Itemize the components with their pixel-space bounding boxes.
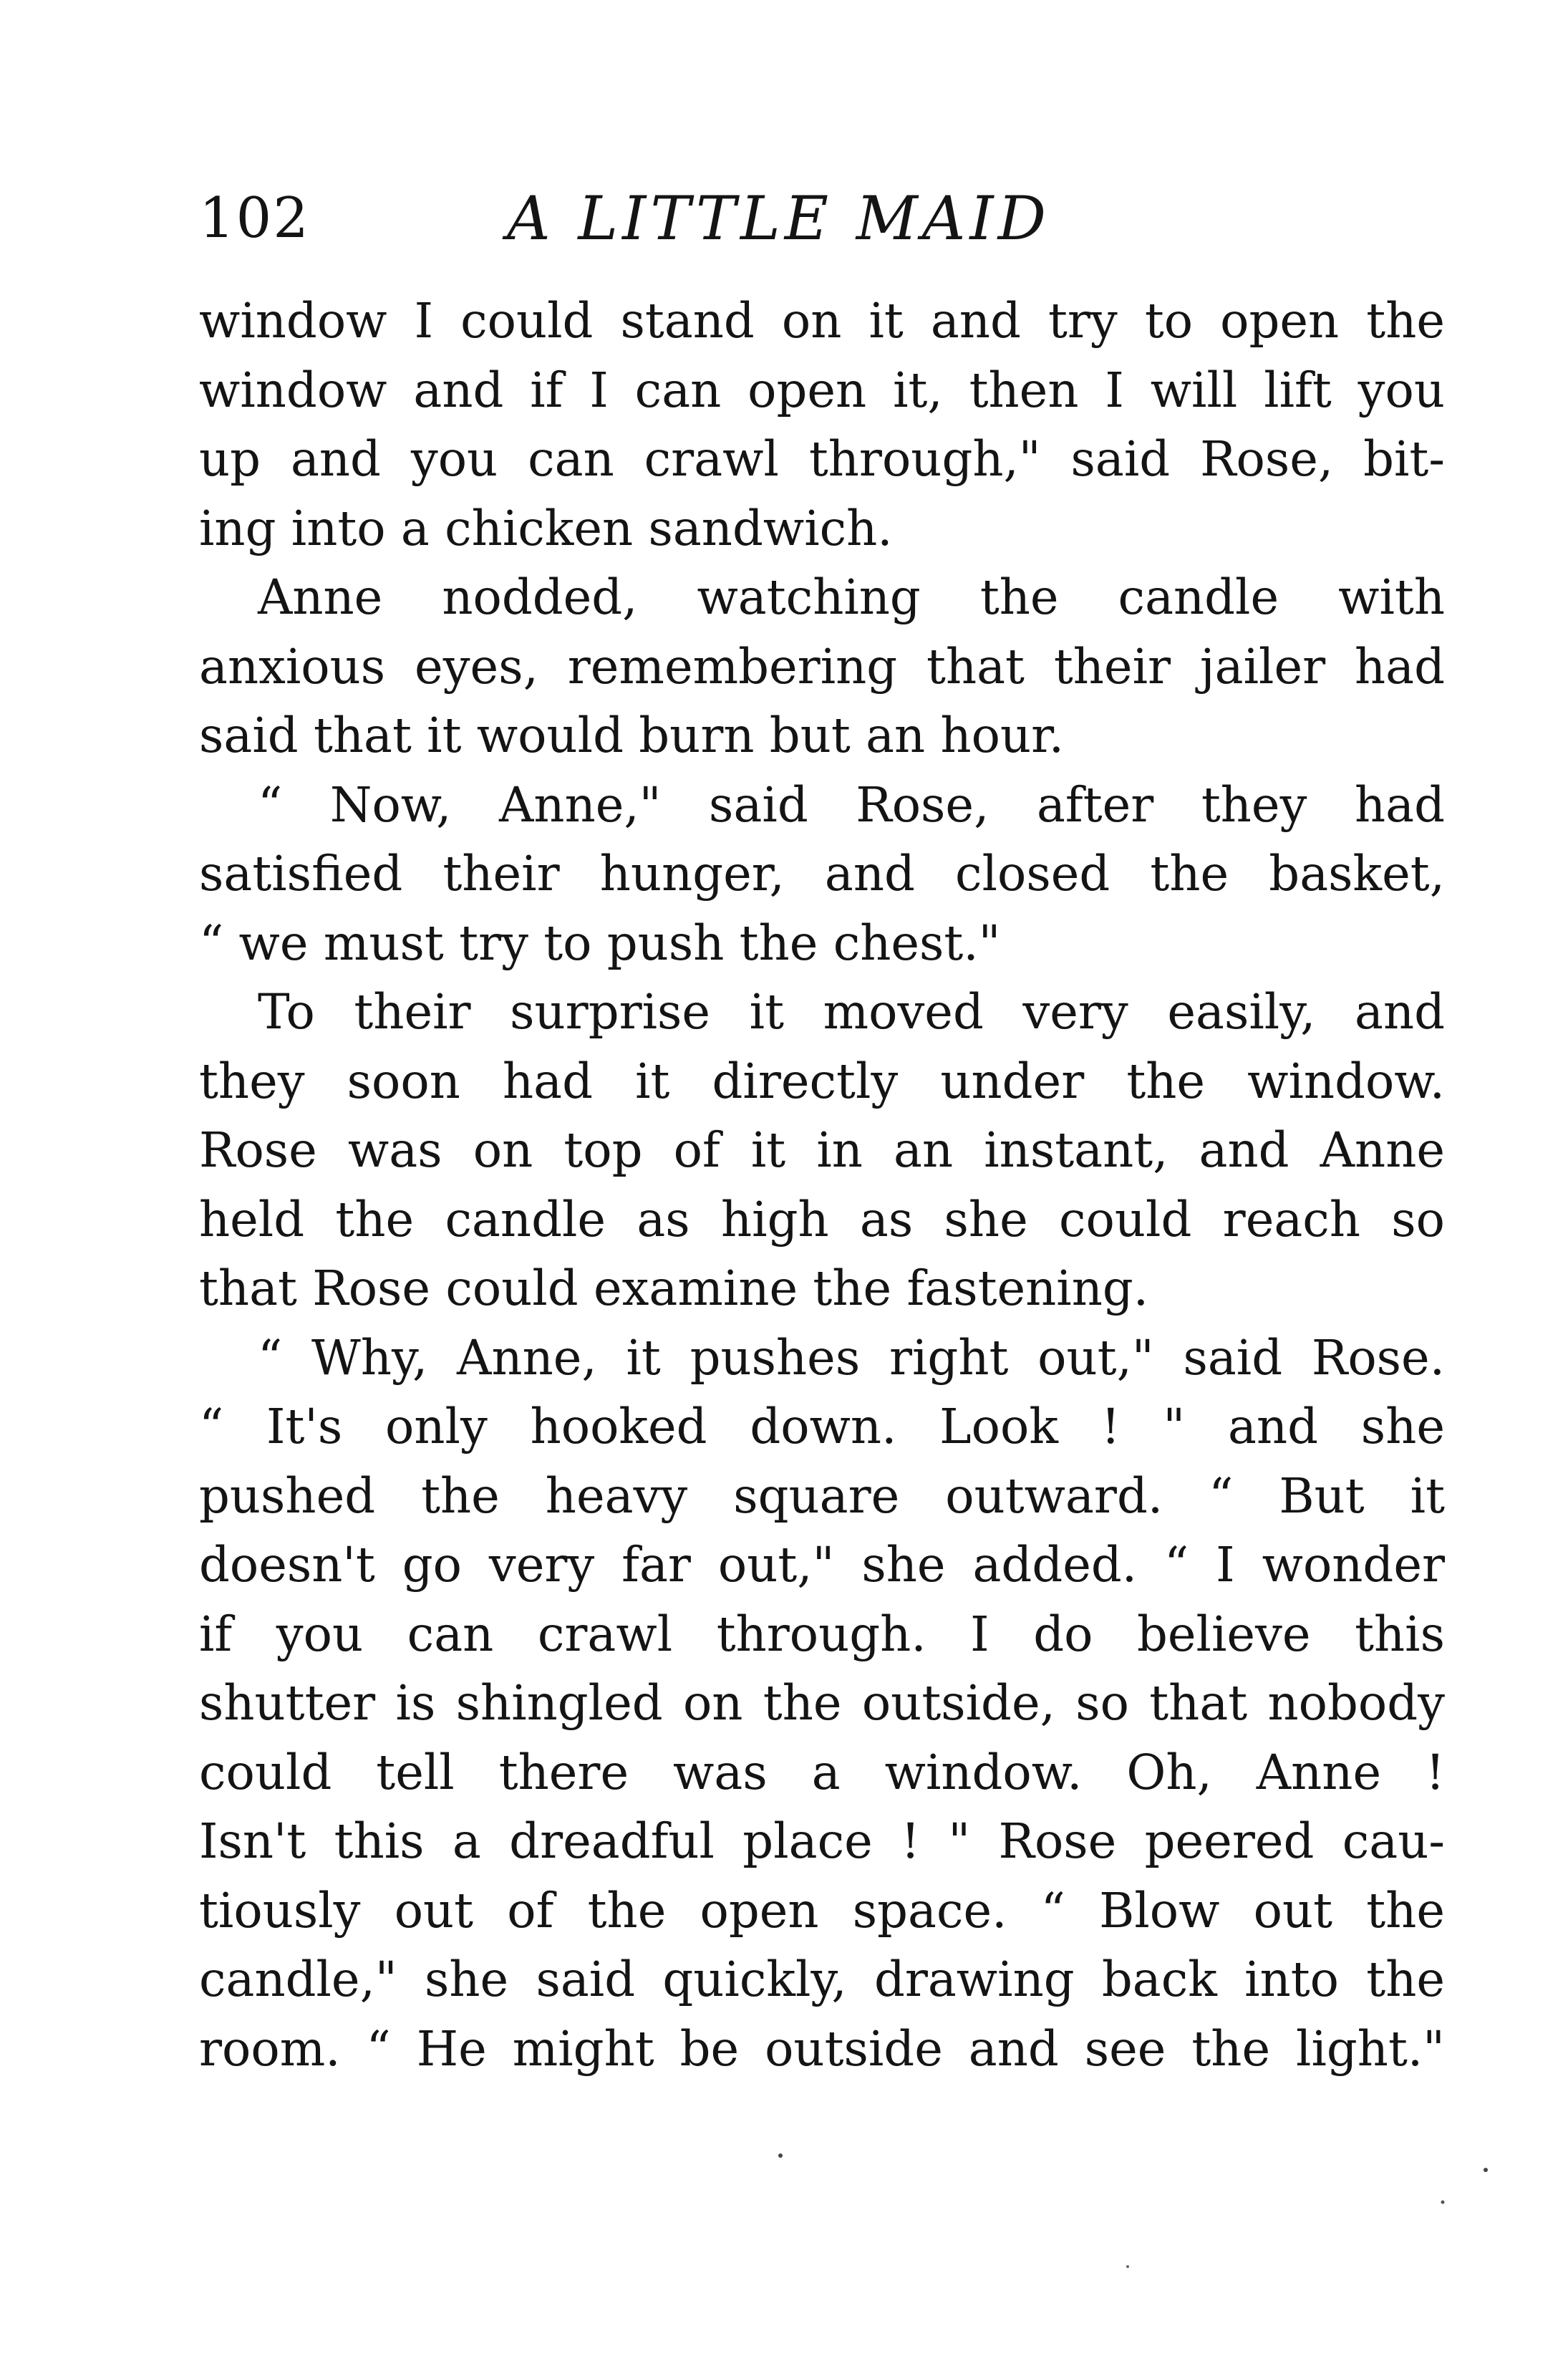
text-line: room. “ He might be outside and see the light." xyxy=(199,2020,1445,2077)
text-line: Rose was on top of it in an instant, and Anne xyxy=(199,1122,1445,1178)
text-line: “ It's only hooked down. Look ! " and she xyxy=(199,1399,1445,1454)
text-line: candle," she said quickly, drawing back into the xyxy=(199,1951,1445,2007)
text-line: shutter is shingled on the outside, so that nobody xyxy=(199,1675,1445,1731)
text-line: anxious eyes, remembering that their jailer had xyxy=(199,638,1445,695)
text-line: pushed the heavy square outward. “ But it xyxy=(199,1467,1445,1524)
text-line: that Rose could examine the fastening. xyxy=(199,1260,1149,1316)
text-line: could tell there was a window. Oh, Anne ! xyxy=(199,1744,1445,1800)
text-line: held the candle as high as she could reach so xyxy=(199,1191,1445,1248)
text-line: “ Now, Anne," said Rose, after they had xyxy=(258,776,1445,833)
text-line: they soon had it directly under the window. xyxy=(199,1053,1445,1109)
text-line: “ Why, Anne, it pushes right out," said Rose. xyxy=(258,1329,1445,1386)
running-title: A LITTLE MAID xyxy=(507,183,1050,254)
text-line: said that it would burn but an hour. xyxy=(199,708,1065,763)
text-line: window and if I can open it, then I will lift you xyxy=(199,362,1445,418)
text-line: if you can crawl through. I do believe this xyxy=(199,1606,1445,1662)
speck xyxy=(778,2153,783,2158)
page-number: 102 xyxy=(199,186,310,251)
text-line: ing into a chicken sandwich. xyxy=(199,500,893,556)
text-line: window I could stand on it and try to open the xyxy=(199,293,1445,349)
speck xyxy=(1441,2201,1445,2204)
speck xyxy=(1126,2265,1129,2268)
speck xyxy=(1484,2168,1488,2172)
text-line: doesn't go very far out," she added. “ I wonder xyxy=(199,1537,1445,1593)
text-line: To their surprise it moved very easily, and xyxy=(258,984,1445,1040)
text-line: tiously out of the open space. “ Blow out the xyxy=(199,1882,1445,1939)
text-line: satisfied their hunger, and closed the basket, xyxy=(199,846,1445,902)
text-line: Isn't this a dreadful place ! " Rose peered cau- xyxy=(199,1813,1445,1869)
text-line: Anne nodded, watching the candle with xyxy=(258,569,1445,625)
text-line: up and you can crawl through," said Rose, bit- xyxy=(199,431,1445,487)
text-line: “ we must try to push the chest." xyxy=(199,915,1001,971)
